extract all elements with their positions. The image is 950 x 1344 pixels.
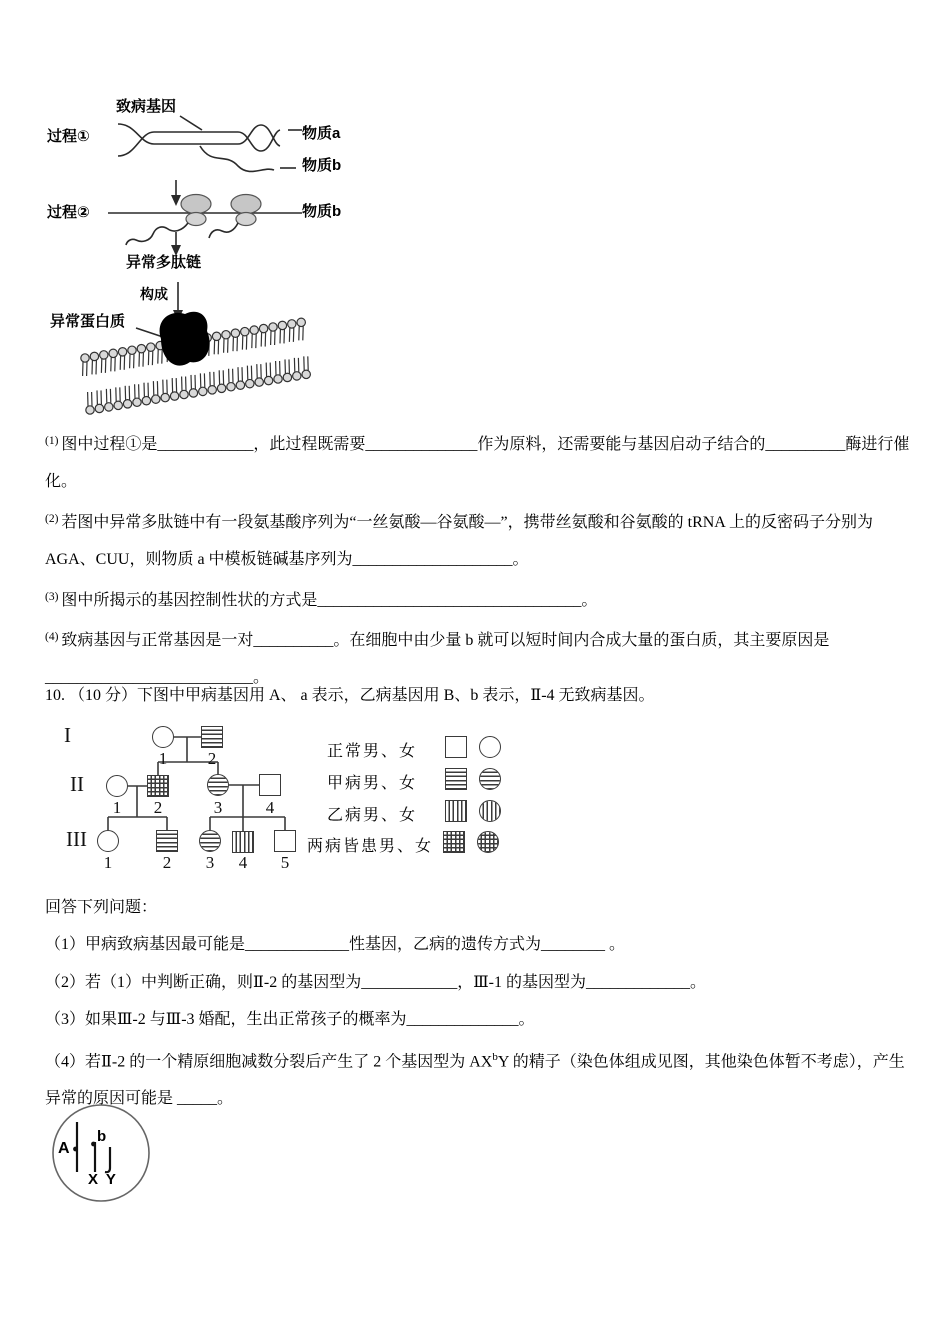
process2-label: 过程② xyxy=(47,204,90,221)
item-text: 图中过程①是____________，此过程既需要______________作为原料，还需要能与基因启动子结合的__________酶进行催化。 xyxy=(45,436,910,491)
substance-b-label: 物质b xyxy=(302,157,342,174)
pedigree-member-II-2-both-male xyxy=(147,775,169,797)
legend-normal-male-symbol xyxy=(445,736,467,758)
question-10-stem-text: 10. （10 分）下图中甲病基因用 A、 a 表示，乙病基因用 B、b 表示，Ⅱ-4 无致病基因。 xyxy=(45,687,655,704)
member-number: 1 xyxy=(112,798,122,817)
member-number: 2 xyxy=(153,798,163,817)
legend-normal-female-symbol xyxy=(479,736,501,758)
down-arrow-2 xyxy=(171,232,181,256)
pedigree-member-III-1-normal-female xyxy=(97,830,119,852)
legend-both-male-symbol xyxy=(443,831,465,853)
legend-diseaseB-female-symbol xyxy=(479,800,501,822)
rna-strand xyxy=(200,146,274,171)
subquestion-4 xyxy=(45,1039,917,1118)
generation-label-2: II xyxy=(70,772,84,796)
ribosome-2 xyxy=(231,195,261,226)
subquestion-1: （1）甲病致病基因最可能是_____________性基因，乙病的遗传方式为________ 。 xyxy=(45,936,626,954)
item-text: 图中所揭示的基因控制性状的方式是_________________________________。 xyxy=(61,591,598,609)
item-text: 若图中异常多肽链中有一段氨基酸序列为“一丝氨酸—谷氨酸—”，携带丝氨酸和谷氨酸的 tRNA 上的反密码子分别为 AGA、CUU，则物质 a 中模板链碱基序列为____________________。 xyxy=(45,513,873,569)
pedigree-member-I-2-diseaseA-male xyxy=(201,726,223,748)
abnormal-protein-blob xyxy=(160,312,210,366)
polypeptide-chain-1 xyxy=(126,223,188,245)
question-item xyxy=(45,579,913,619)
answer-prompt: 回答下列问题： xyxy=(45,899,158,916)
gene-leader-line xyxy=(180,116,202,130)
member-number: 2 xyxy=(207,749,217,768)
pedigree-member-III-4-diseaseB-male xyxy=(232,831,254,853)
disease-gene-label: 致病基因 xyxy=(116,98,177,115)
member-number: 3 xyxy=(213,798,223,817)
question-item xyxy=(45,423,913,501)
legend-label-normal: 正常男、女 xyxy=(327,743,418,760)
legend-both-female-symbol xyxy=(477,831,499,853)
abnormal-protein-label: 异常蛋白质 xyxy=(50,313,126,330)
xy-chromosome-label: X Y xyxy=(88,1171,118,1188)
pedigree-member-III-5-normal-male xyxy=(274,830,296,852)
subquestion-4-text-2: Y 的精子（染色体组成见图，其他染色体暂不考虑），产生异常的原因可能是 _____。 xyxy=(45,1052,905,1108)
legend-diseaseA-male-symbol xyxy=(445,768,467,790)
generation-label-1: I xyxy=(64,723,71,747)
superscript-b: b xyxy=(492,1050,498,1063)
legend-label-diseaseA: 甲病男、女 xyxy=(327,775,418,792)
gene-A-dot xyxy=(73,1147,78,1152)
member-number: 1 xyxy=(103,853,113,872)
question-10-subquestions xyxy=(45,889,917,1118)
pedigree-member-I-1-normal-female xyxy=(152,726,174,748)
compose-label: 构成 xyxy=(140,286,168,302)
item-marker: (1) xyxy=(45,435,59,447)
member-number: 3 xyxy=(205,853,215,872)
pedigree-member-II-1-normal-female xyxy=(106,775,128,797)
question-10-stem xyxy=(45,677,917,714)
item-text: 致病基因与正常基因是一对__________。在细胞中由少量 b 就可以短时间内合成大量的蛋白质，其主要原因是__________________________。 xyxy=(45,632,830,687)
legend-label-diseaseB: 乙病男、女 xyxy=(327,807,418,824)
member-number: 4 xyxy=(265,798,275,817)
gene-b-dot xyxy=(91,1142,96,1147)
subquestion-4-text: （4）若Ⅱ-2 的一个精原细胞减数分裂后产生了 2 个基因型为 AX xyxy=(45,1052,493,1070)
process1-label: 过程① xyxy=(47,128,90,145)
member-number: 4 xyxy=(238,853,248,872)
item-marker: (4) xyxy=(45,631,59,644)
subquestion-3: （3）如果Ⅲ-2 与Ⅲ-3 婚配，生出正常孩子的概率为______________。 xyxy=(45,1011,535,1029)
polypeptide-chain-2 xyxy=(209,223,238,238)
generation-label-3: III xyxy=(66,827,87,851)
question-9-items xyxy=(45,423,913,697)
abnormal-polypeptide-label: 异常多肽链 xyxy=(126,254,202,271)
gene-b-label: b xyxy=(97,1128,107,1145)
member-number: 1 xyxy=(158,749,168,768)
pedigree-member-III-2-diseaseA-male xyxy=(156,830,178,852)
substance-b2-label: 物质b xyxy=(302,203,342,220)
pedigree-member-II-3-diseaseA-female xyxy=(207,774,229,796)
chromosome-Y xyxy=(105,1147,110,1172)
pedigree-member-III-3-diseaseA-female xyxy=(199,830,221,852)
legend-label-both: 两病皆患男、女 xyxy=(307,838,434,855)
member-number: 5 xyxy=(280,853,290,872)
legend-diseaseA-female-symbol xyxy=(479,768,501,790)
subquestion-2: （2）若（1）中判断正确，则Ⅱ-2 的基因型为____________，Ⅲ-1 的基因型为_____________。 xyxy=(45,973,706,991)
down-arrow-1 xyxy=(171,180,181,206)
gene-A-label: A xyxy=(58,1140,70,1157)
legend-diseaseB-male-symbol xyxy=(445,800,467,822)
item-marker: (2) xyxy=(45,512,59,525)
pedigree-member-II-4-normal-male xyxy=(259,774,281,796)
ribosome-1 xyxy=(181,195,211,226)
substance-a-label: 物质a xyxy=(302,125,341,142)
question-item xyxy=(45,501,913,579)
member-number: 2 xyxy=(162,853,172,872)
item-marker: (3) xyxy=(45,590,59,603)
